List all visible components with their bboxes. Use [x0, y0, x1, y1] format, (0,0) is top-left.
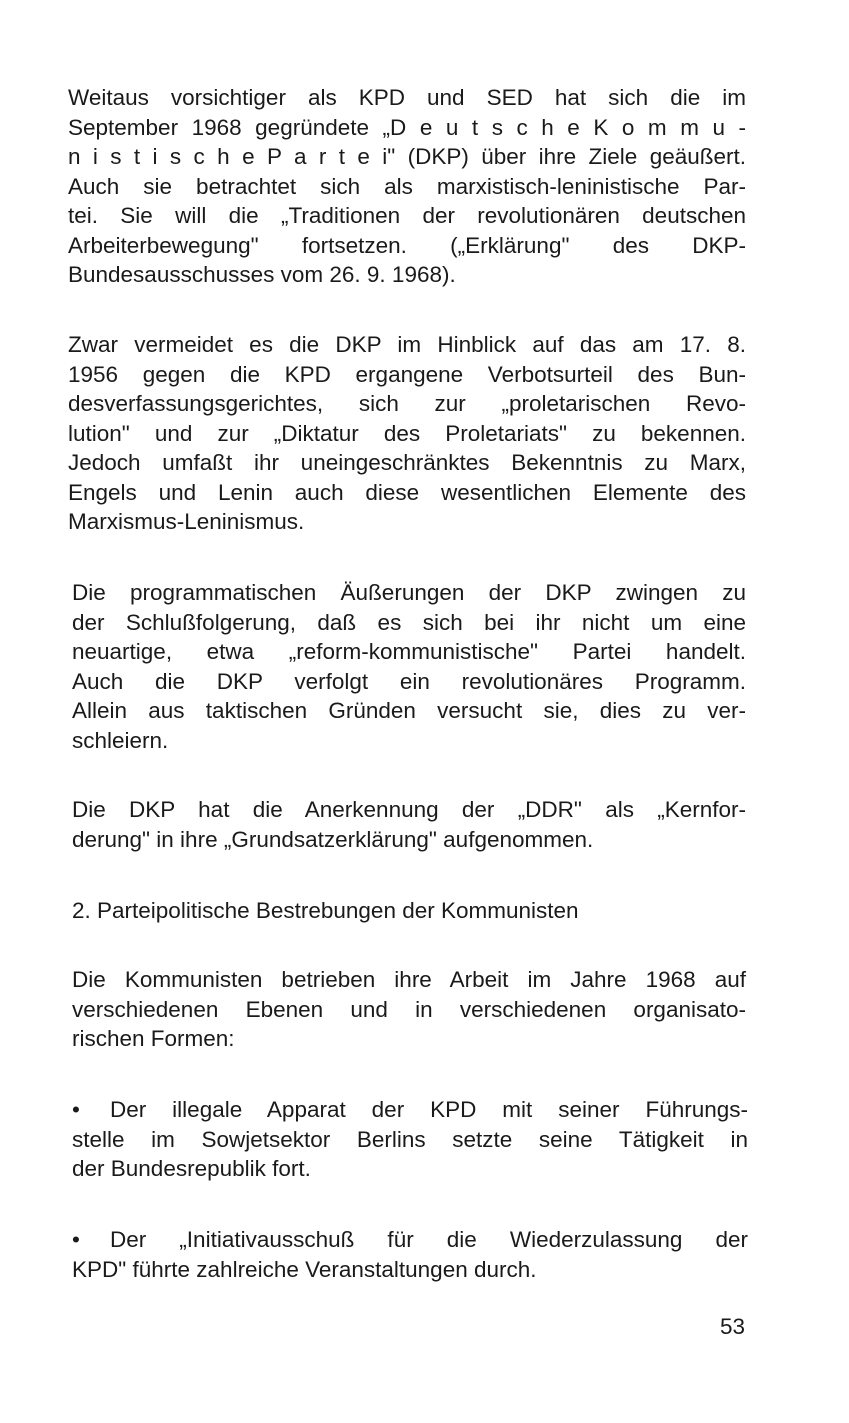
bullet-item-initiativausschuss — [72, 1225, 748, 1284]
text-line: verschiedenen Ebenen und in verschiedenen organisato- — [72, 996, 746, 1022]
text-line: Auch die DKP verfolgt ein revolutionäres Programm. — [72, 668, 746, 694]
text-line: Weitaus vorsichtiger als KPD und SED hat sich die im — [68, 85, 746, 110]
paragraph-ebenen — [72, 965, 746, 1054]
bullet-marker: • — [72, 1097, 80, 1122]
text-line: Auch sie betrachtet sich als marxistisch-leninistische Par- — [68, 173, 746, 199]
text-line: KPD" führte zahlreiche Veranstaltungen durch. — [72, 1256, 537, 1282]
text-line: Die programmatischen Äußerungen der DKP zwingen zu — [72, 580, 746, 605]
text-line — [72, 1225, 748, 1255]
text-line: 1956 gegen die KPD ergangene Verbotsurteil des Bun- — [68, 361, 746, 387]
text-line: schleiern. — [72, 727, 169, 753]
paragraph-dkp-founding — [68, 83, 746, 290]
text-line: Bundesausschusses vom 26. 9. 1968). — [68, 262, 456, 287]
text-line: neuartige, etwa „reform-kommunistische" Partei handelt. — [72, 639, 746, 664]
text-line: Die DKP hat die Anerkennung der „DDR" als „Kernfor- — [72, 797, 746, 822]
text-line: Engels und Lenin auch diese wesentlichen Elemente des — [68, 479, 746, 505]
text-line: Allein aus taktischen Gründen versucht sie, dies zu ver- — [72, 698, 746, 723]
bullet-marker: • — [72, 1227, 80, 1252]
bullet-text: Der „Initiativausschuß für die Wiederzulassung der — [110, 1227, 748, 1252]
bullet-item-illegaler-apparat — [72, 1095, 748, 1184]
text-line: lution" und zur „Diktatur des Proletariats" zu bekennen. — [68, 420, 746, 446]
page-number: 53 — [720, 1314, 746, 1339]
paragraph-verbotsurteil — [68, 330, 746, 537]
text-line: derung" in ihre „Grundsatzerklärung" aufgenommen. — [72, 826, 594, 852]
text-line: Die Kommunisten betrieben ihre Arbeit im Jahre 1968 auf — [72, 967, 746, 992]
text-line: Marxismus-Leninismus. — [68, 509, 305, 534]
bullet-text: Der illegale Apparat der KPD mit seiner Führungs- — [110, 1097, 748, 1122]
text-line: n i s t i s c h e P a r t e i" (DKP) über ihre Ziele geäußert. — [68, 144, 746, 169]
text-line: der Bundesrepublik fort. — [72, 1156, 311, 1181]
text-line: der Schlußfolgerung, daß es sich bei ihr nicht um eine — [72, 609, 746, 635]
paragraph-programm — [72, 578, 746, 755]
paragraph-ddr — [72, 795, 746, 854]
text-line: stelle im Sowjetsektor Berlins setzte seine Tätigkeit in — [72, 1126, 748, 1152]
text-line — [72, 1095, 748, 1125]
section-heading: 2. Parteipolitische Bestrebungen der Kommunisten — [72, 898, 579, 923]
text-line: September 1968 gegründete „D e u t s c h e K o m m u - — [68, 114, 746, 140]
text-line: tei. Sie will die „Traditionen der revolutionären deutschen — [68, 203, 746, 228]
text-line: Arbeiterbewegung" fortsetzen. („Erklärung" des DKP- — [68, 232, 746, 258]
text-line: desverfassungsgerichtes, sich zur „proletarischen Revo- — [68, 391, 746, 416]
text-line: Zwar vermeidet es die DKP im Hinblick auf das am 17. 8. — [68, 332, 746, 357]
text-line: rischen Formen: — [72, 1026, 235, 1051]
text-line: Jedoch umfaßt ihr uneingeschränktes Bekenntnis zu Marx, — [68, 450, 746, 475]
